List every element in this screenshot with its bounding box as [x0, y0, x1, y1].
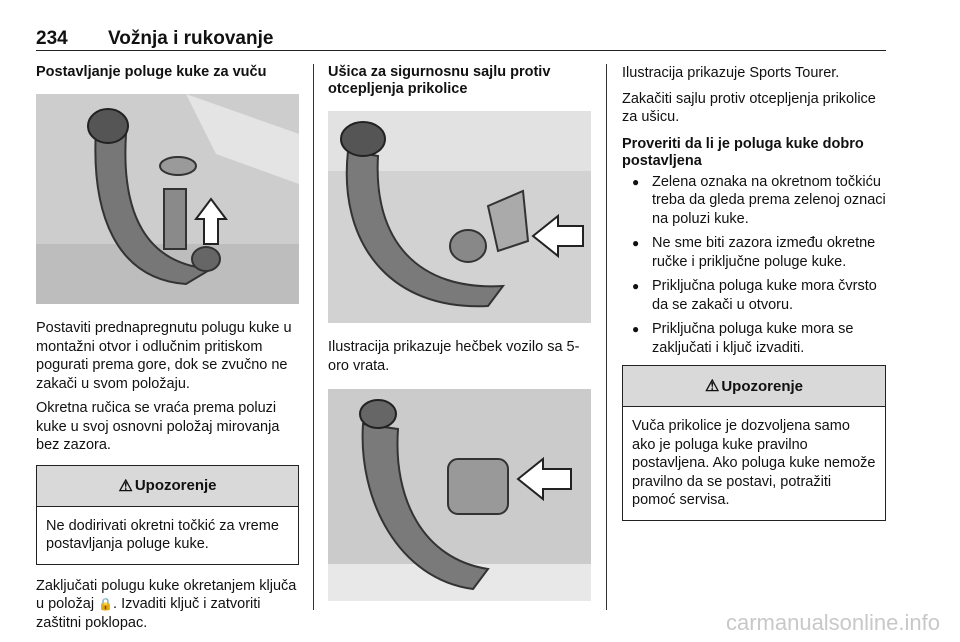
warning-box-1	[36, 465, 299, 565]
caption-hatchback: Ilustracija prikazuje hečbek vozilo sa 5-oro vrata.	[328, 339, 580, 374]
list-item: ● Priključna poluga kuke mora se zaključati i ključ izvaditi.	[622, 320, 886, 357]
page-number: 234	[36, 28, 68, 49]
paragraph-lock	[36, 577, 299, 633]
list-item: ● Zelena oznaka na okretnom točkiću treba da gleda prema zelenoj oznaci na poluzi kuke.	[622, 173, 886, 229]
paragraph-return: Okretna ručica se vraća prema poluzi kuke u svoj osnovni položaj mirovanja bez zazora.	[36, 400, 280, 453]
paragraph-sports-tourer: Ilustracija prikazuje Sports Tourer.	[622, 65, 840, 81]
illustration-eyelet-sports-tourer	[328, 389, 591, 601]
paragraph-attach-cable: Zakačiti sajlu protiv otcepljenja prikolice za ušicu.	[622, 90, 876, 125]
paragraph-lock-text-1: Zaključati polugu kuke okretanjem ključa u položaj	[36, 577, 297, 612]
warning-title: Upozorenje	[134, 477, 217, 494]
warning-header	[37, 466, 298, 507]
column-divider-1	[313, 64, 314, 610]
column-divider-2	[606, 64, 607, 610]
column-1	[36, 64, 299, 632]
warning-triangle-icon: ⚠	[118, 477, 133, 495]
warning-text: Vuča prikolice je dozvoljena samo ako je poluga kuke pravilno postavljena. Ako poluga kuke nemože pravilno da se postavi, potražiti pomoć servisa.	[632, 418, 876, 508]
lock-icon: 🔒	[98, 597, 114, 611]
paragraph-lock-text-2: . Izvaditi ključ i zatvoriti zaštitni poklopac.	[36, 596, 261, 631]
check-list	[622, 173, 886, 358]
list-item: ● Ne sme biti zazora između okretne ručke i priključne poluge kuke.	[622, 234, 886, 271]
column-2	[328, 64, 591, 601]
illustration-tow-bar-install	[36, 94, 299, 304]
warning-title: Upozorenje	[721, 377, 804, 395]
section-heading-check: Proveriti da li je poluga kuke dobro postavljena	[622, 135, 864, 169]
page-title: Vožnja i rukovanje	[108, 28, 274, 49]
warning-box-2	[622, 365, 886, 521]
section-heading-tow-bar: Postavljanje poluge kuke za vuču	[36, 64, 267, 80]
paragraph-install: Postaviti prednapregnutu polugu kuke u montažni otvor i odlučnim pritiskom pogurati prema gore, dok se zvučno ne zakači u svom položaju.	[36, 320, 292, 392]
page-header	[36, 28, 886, 51]
section-heading-safety-cable: Ušica za sigurnosnu sajlu protiv otcepljenja prikolice	[328, 64, 551, 97]
watermark: carmanualsonline.info	[725, 610, 940, 635]
warning-header	[623, 366, 885, 407]
warning-triangle-icon: ⚠	[704, 378, 720, 395]
column-3	[622, 64, 886, 521]
warning-text: Ne dodirivati okretni točkić za vreme postavljanja poluge kuke.	[46, 517, 279, 552]
list-item: ● Priključna poluga kuke mora čvrsto da se zakači u otvoru.	[622, 277, 886, 314]
illustration-eyelet-hatchback	[328, 111, 591, 323]
